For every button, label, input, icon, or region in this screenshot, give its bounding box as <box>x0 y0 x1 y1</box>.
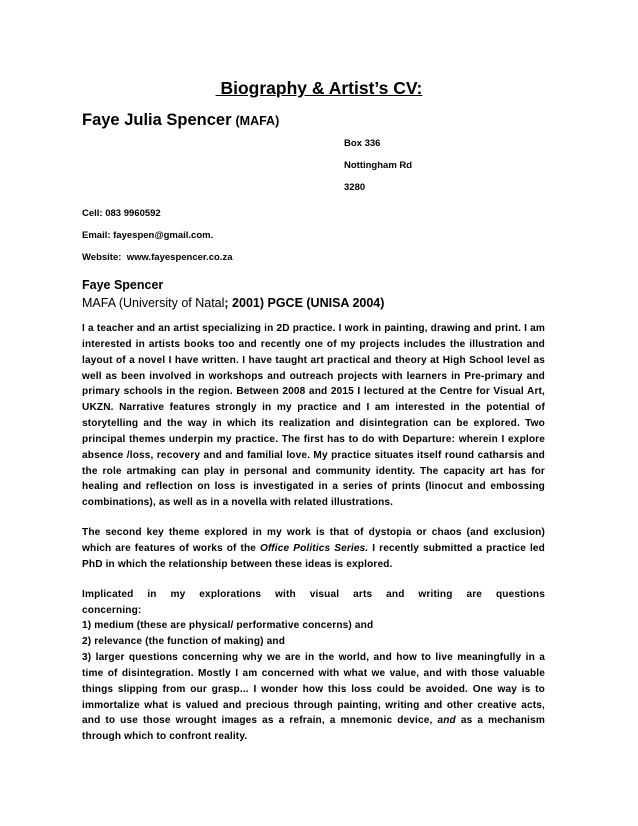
question-item-1: 1) medium (these are physical/ performative concerns) and <box>82 620 374 632</box>
paragraph-2-text-before: The second key theme explored in my work is that of dystopia or chaos (and exclusion) which are features of works of the <box>82 527 545 554</box>
address-line-box: Box 336 <box>344 138 381 149</box>
question-item-3 <box>82 650 545 745</box>
postal-address <box>344 133 412 199</box>
questions-intro-line-2: concerning: <box>82 604 142 616</box>
question-item-3-italic: and <box>437 715 456 727</box>
address-line-town: Nottingham Rd <box>344 160 413 171</box>
questions-intro-line-1: Implicated in my explorations with visual arts and writing are questions <box>82 588 545 600</box>
question-item-2: 2) relevance (the function of making) and <box>82 636 286 648</box>
biography-paragraph-2 <box>82 525 545 573</box>
bio-heading: Faye Spencer <box>82 278 164 292</box>
biography-body <box>82 321 545 745</box>
artist-name <box>82 109 279 132</box>
artist-name-text: Faye Julia Spencer <box>82 111 232 129</box>
address-line-code: 3280 <box>344 182 366 193</box>
qualifications-part1: MAFA (University of Natal <box>82 296 225 310</box>
question-item-3-after: as a mechanism through which to confront reality. <box>82 715 545 743</box>
artist-name-suffix: (MAFA) <box>235 114 280 128</box>
biography-paragraph-1: I a teacher and an artist specializing in 2D practice. I work in painting, drawing and print. I am interested in artists books too and recently one of my projects includes the illustration and layout of a novel I have written. I have taught art practical and theory at High School level as well as been involved in workshops and outreach projects with learners in Pre-primary and primary schools in the region. Between 2008 and 2015 I lectured at the Centre for Visual Art, UKZN. Narrative features strongly in my practice and I am interested in the potential of storytelling and the way in which its realization and disintegration can be explored. Two principal themes underpin my practice. The first has to do with Departure: wherein I explore absence /loss, recovery and and familial love. My practice situates itself round catharsis and the role artmaking can play in personal and community identity. The capacity art has for healing and reflection on loss is investigated in a series of prints (linocut and embossing combinations), as well as in a novella with related illustrations. <box>82 323 545 509</box>
contact-details <box>82 203 232 269</box>
qualifications <box>82 294 384 312</box>
qualifications-part2: ; 2001) PGCE (UNISA 2004) <box>224 296 385 310</box>
document-title: Biography & Artist’s CV: <box>215 78 423 98</box>
series-title: Office Politics Series. <box>259 542 369 554</box>
biography-paragraph-3 <box>82 587 545 745</box>
contact-email: Email: fayespen@gmail.com. <box>82 230 214 241</box>
contact-cell: Cell: 083 9960592 <box>82 208 161 219</box>
question-item-3-before: 3) larger questions concerning why we are in the world, and how to live meaningfully in a time of disintegration. Mostly I am concerned with what we value, and with those valuable things slipping from our grasp... I wonder how this loss could be avoided. One way is to immortalize what is valued and precious through painting, writing and other creative acts, and to use those wrought images as a refrain, a mnemonic device, <box>82 652 545 727</box>
paragraph-2-text-after: I recently submitted a practice led PhD in which the relationship between these ideas is explored. <box>82 542 545 570</box>
contact-website: Website: www.fayespencer.co.za <box>82 252 233 263</box>
